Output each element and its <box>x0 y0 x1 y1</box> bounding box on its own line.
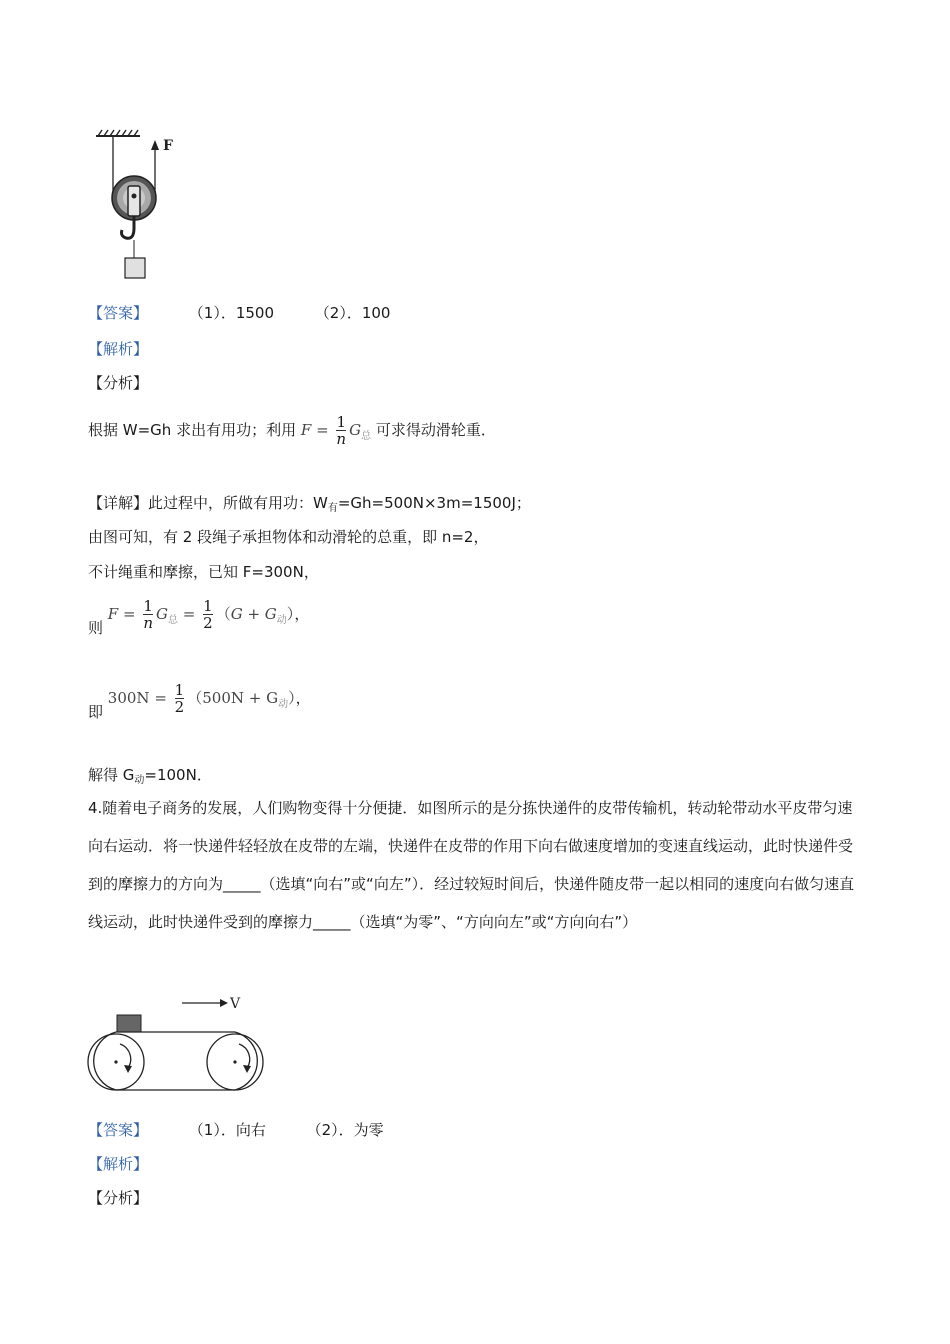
equation-ji <box>88 682 311 722</box>
eq2-inner: 500N + G <box>202 689 279 707</box>
eq1-g: G <box>156 605 169 623</box>
answer-1: （1）．1500 <box>188 304 275 322</box>
answer-2: （2）．100 <box>314 304 391 322</box>
detail-line-2: 由图可知，有 2 段绳子承担物体和动滑轮的总重，即 n=2， <box>88 528 489 546</box>
fenxi-tag: 【分析】 <box>88 374 149 392</box>
eq2-frac-den: 2 <box>174 698 185 716</box>
detail-1-sub: 有 <box>327 503 338 514</box>
sub-zong: 总 <box>361 431 372 442</box>
q4-question: 4.随着电子商务的发展，人们购物变得十分便捷．如图所示的是分拣快递件的皮带传输机，转动轮带动水平皮带匀速向右运动．将一快递件轻轻放在皮带的左端，快递件在皮带的作用下向右做速度增加的变速直线运动，此时快递件受到的摩擦力的方向为_____（选填“向右”或“向左”）．经过较短时间后，快递件随皮带一起以相同的速度向右做匀速直线运动，此时快递件受到的摩擦力_____（选填“为零”、“方向向左”或“方向向右”） <box>88 799 855 931</box>
eq1-frac-n <box>143 598 153 631</box>
eq2-frac-2 <box>175 682 185 715</box>
eq2-lhs: 300N = <box>107 689 167 707</box>
pulley-diagram <box>90 128 190 284</box>
formula-f: F <box>300 421 312 439</box>
velocity-label: V <box>230 996 241 1012</box>
fenxi-text-b: 可求得动滑轮重． <box>375 421 496 439</box>
detail-line-3: 不计绳重和摩擦，已知 F=300N， <box>88 563 319 581</box>
eq1-eq1: = <box>123 605 136 623</box>
result-line <box>88 764 212 786</box>
detail-tag: 【详解】 <box>88 494 149 512</box>
answer-tag: 【答案】 <box>88 304 149 322</box>
eq1-frac-2-num: 1 <box>203 597 213 615</box>
eq1-paren-close: ） <box>286 605 295 623</box>
conveyor-diagram <box>84 990 268 1092</box>
fraction-1-over-n <box>336 414 346 447</box>
q4-answer-row <box>88 1119 384 1140</box>
q4-answer-tag: 【答案】 <box>88 1121 149 1139</box>
result-a: 解得 G <box>88 766 135 784</box>
jiexi-tag: 【解析】 <box>88 340 149 358</box>
eq1-sub-zong: 总 <box>168 615 179 626</box>
eq1-f: F <box>107 605 119 623</box>
eq2-sub-dong: 动 <box>278 699 289 710</box>
eq1-sub-dong: 动 <box>276 615 287 626</box>
formula-eq: = <box>316 421 329 439</box>
eq1-g-plus: G + G <box>230 605 277 623</box>
detail-1a: 此过程中，所做有用功：W <box>148 494 328 512</box>
eq1-frac-n-den: n <box>143 614 154 632</box>
frac-num: 1 <box>336 413 347 431</box>
q4-answer-2: （2）．为零 <box>306 1121 384 1139</box>
eq1-eq2: = <box>182 605 196 623</box>
ze-label: 则 <box>88 619 104 637</box>
eq1-frac-2 <box>203 598 213 631</box>
eq2-comma: ， <box>295 689 311 707</box>
q4-answer-1: （1）．向右 <box>188 1121 266 1139</box>
q3-answer-row <box>88 302 390 323</box>
eq1-frac-2-den: 2 <box>203 614 213 632</box>
detail-line-1 <box>88 492 531 514</box>
eq1-frac-n-num: 1 <box>143 597 153 615</box>
ji-label: 即 <box>88 703 104 721</box>
eq2-paren-open: （ <box>187 689 203 707</box>
eq1-paren-open: （ <box>215 605 231 623</box>
detail-1b: =Gh=500N×3m=1500J； <box>337 494 531 512</box>
fenxi-line <box>88 414 496 447</box>
result-b: =100N． <box>144 766 212 784</box>
eq2-frac-num: 1 <box>174 681 185 699</box>
fenxi-text-a: 根据 W=Gh 求出有用功；利用 <box>88 421 297 439</box>
force-label: F <box>163 138 173 154</box>
equation-ze <box>88 598 309 638</box>
result-sub: 动 <box>134 775 145 786</box>
q4-fenxi-tag: 【分析】 <box>88 1189 149 1207</box>
q4-jiexi-tag: 【解析】 <box>88 1155 149 1173</box>
eq2-paren-close: ） <box>288 689 296 707</box>
eq1-comma: ， <box>294 605 310 623</box>
formula-g: G <box>349 421 362 439</box>
frac-den: n <box>336 430 347 448</box>
